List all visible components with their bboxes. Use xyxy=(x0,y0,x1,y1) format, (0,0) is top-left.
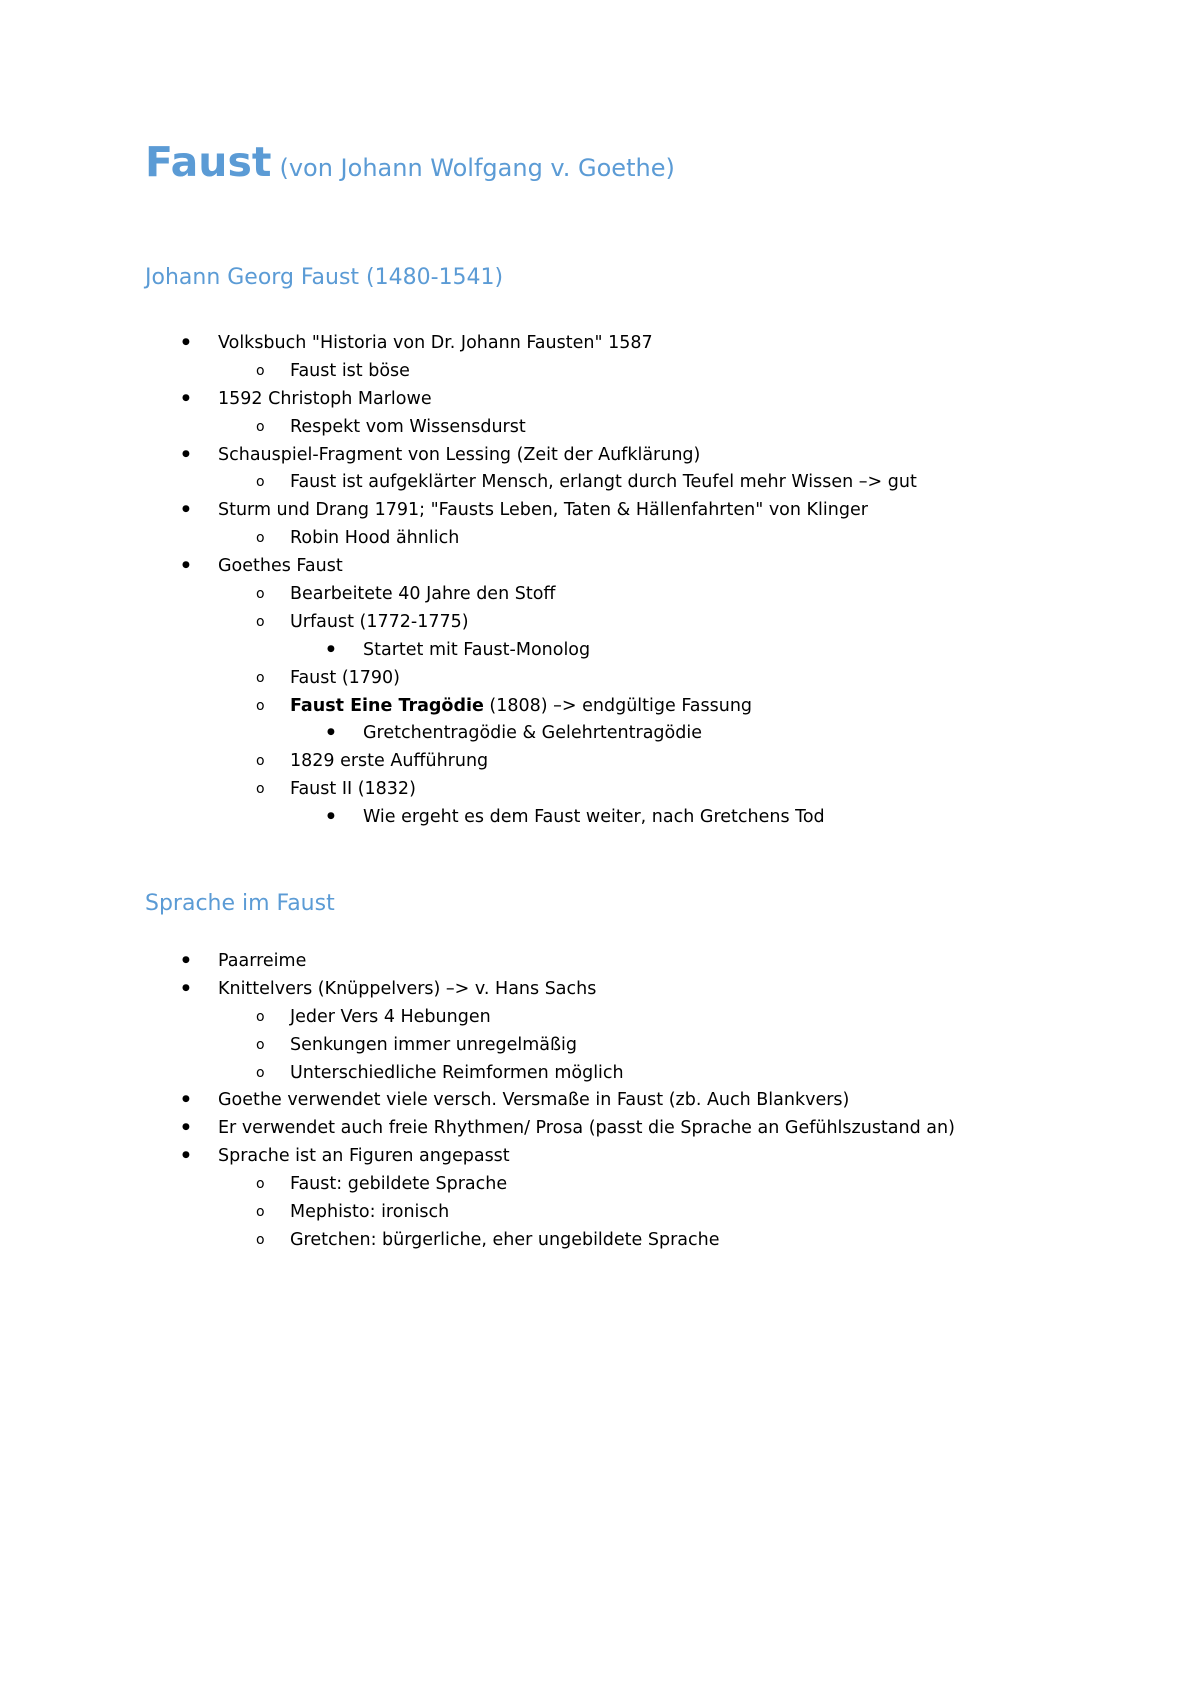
list-item-text: Jeder Vers 4 Hebungen xyxy=(290,1006,491,1027)
list-item-text: 1829 erste Aufführung xyxy=(290,751,489,772)
hollow-bullet-icon: o xyxy=(256,613,265,630)
bullet-icon: ● xyxy=(182,504,190,515)
bullet-icon: ● xyxy=(182,1122,190,1133)
list-item xyxy=(0,637,1200,665)
bullet-icon: ● xyxy=(182,1150,190,1161)
list-item xyxy=(0,720,1200,748)
list-item xyxy=(0,776,1200,804)
list-item-text: Faust ist böse xyxy=(290,360,410,381)
list-item xyxy=(0,469,1200,497)
list-item-text: Respekt vom Wissensdurst xyxy=(290,416,526,437)
list-item xyxy=(0,976,1200,1004)
list-item-text: Mephisto: ironisch xyxy=(290,1202,450,1223)
list-item-text: Gretchentragödie & Gelehrtentragödie xyxy=(363,723,702,744)
list-item xyxy=(0,581,1200,609)
list-item xyxy=(0,497,1200,525)
list-item xyxy=(0,948,1200,976)
bullet-icon: ● xyxy=(327,727,335,738)
hollow-bullet-icon: o xyxy=(256,418,265,435)
list-item xyxy=(0,693,1200,721)
list-item xyxy=(0,442,1200,470)
list-item xyxy=(0,553,1200,581)
list-item-text: Startet mit Faust-Monolog xyxy=(363,639,591,660)
list-item xyxy=(0,1087,1200,1115)
list-item-text: Urfaust (1772-1775) xyxy=(290,611,469,632)
bullet-icon: ● xyxy=(182,982,190,993)
section-heading-sprache-im-faust: Sprache im Faust xyxy=(145,891,335,916)
list-item-text: Sprache ist an Figuren angepasst xyxy=(218,1146,510,1167)
bullet-icon: ● xyxy=(182,337,190,347)
bullet-icon: ● xyxy=(327,811,335,822)
list-item-rest-text: (1808) –> endgültige Fassung xyxy=(483,695,753,716)
list-item xyxy=(0,525,1200,553)
list-item-text: Sturm und Drang 1791; "Fausts Leben, Taten & Hällenfahrten" von Klinger xyxy=(218,500,868,521)
hollow-bullet-icon: o xyxy=(256,474,265,491)
hollow-bullet-icon: o xyxy=(256,1008,265,1025)
list-item xyxy=(0,1060,1200,1088)
list-item xyxy=(0,386,1200,414)
hollow-bullet-icon: o xyxy=(256,697,265,714)
list-item xyxy=(0,1143,1200,1171)
hollow-bullet-icon: o xyxy=(256,1231,265,1248)
list-item xyxy=(0,609,1200,637)
hollow-bullet-icon: o xyxy=(256,669,265,686)
document-title xyxy=(145,138,675,186)
list-item-text: Er verwendet auch freie Rhythmen/ Prosa (passt die Sprache an Gefühlszustand an) xyxy=(218,1118,955,1139)
list-item-bold-text: Faust Eine Tragödie xyxy=(290,695,484,716)
bullet-list-sprache-im-faust xyxy=(0,948,1200,1255)
hollow-bullet-icon: o xyxy=(256,530,265,547)
hollow-bullet-icon: o xyxy=(256,1176,265,1193)
list-item-text: Knittelvers (Knüppelvers) –> v. Hans Sachs xyxy=(218,978,597,999)
list-item-text: Faust II (1832) xyxy=(290,779,416,800)
list-item-text: Schauspiel-Fragment von Lessing (Zeit der Aufklärung) xyxy=(218,444,701,465)
hollow-bullet-icon: o xyxy=(256,1036,265,1053)
list-item xyxy=(0,748,1200,776)
list-item xyxy=(0,414,1200,442)
list-item-text: Gretchen: bürgerliche, eher ungebildete Sprache xyxy=(290,1229,720,1250)
hollow-bullet-icon: o xyxy=(256,362,265,379)
list-item xyxy=(0,1227,1200,1255)
hollow-bullet-icon: o xyxy=(256,781,265,798)
list-item xyxy=(0,1115,1200,1143)
list-item-text: Goethe verwendet viele versch. Versmaße in Faust (zb. Auch Blankvers) xyxy=(218,1090,850,1111)
bullet-icon: ● xyxy=(182,448,190,459)
bullet-icon: ● xyxy=(182,955,190,965)
list-item-text: Faust: gebildete Sprache xyxy=(290,1174,508,1195)
hollow-bullet-icon: o xyxy=(256,1064,265,1081)
list-item-text: Goethes Faust xyxy=(218,556,343,577)
list-item-text: Senkungen immer unregelmäßig xyxy=(290,1034,578,1055)
title-main: Faust xyxy=(145,138,272,186)
list-item xyxy=(0,804,1200,832)
bullet-icon: ● xyxy=(182,560,190,571)
list-item xyxy=(0,330,1200,358)
bullet-list-johann-georg-faust xyxy=(0,330,1200,832)
list-item-text: Wie ergeht es dem Faust weiter, nach Gretchens Tod xyxy=(363,807,825,828)
list-item xyxy=(0,1004,1200,1032)
section-heading-johann-georg-faust: Johann Georg Faust (1480-1541) xyxy=(145,265,504,290)
list-item xyxy=(0,1199,1200,1227)
title-subtitle: (von Johann Wolfgang v. Goethe) xyxy=(279,154,675,182)
hollow-bullet-icon: o xyxy=(256,753,265,770)
list-item xyxy=(0,1171,1200,1199)
bullet-icon: ● xyxy=(182,1094,190,1105)
hollow-bullet-icon: o xyxy=(256,1204,265,1221)
list-item-text: Faust ist aufgeklärter Mensch, erlangt durch Teufel mehr Wissen –> gut xyxy=(290,472,917,493)
bullet-icon: ● xyxy=(327,643,335,654)
list-item xyxy=(0,665,1200,693)
list-item-text: Faust (1790) xyxy=(290,667,401,688)
list-item-text xyxy=(290,693,752,721)
hollow-bullet-icon: o xyxy=(256,586,265,603)
list-item-text: Paarreime xyxy=(218,951,307,971)
list-item-text: 1592 Christoph Marlowe xyxy=(218,388,432,409)
list-item-text: Unterschiedliche Reimformen möglich xyxy=(290,1062,624,1083)
list-item-text: Robin Hood ähnlich xyxy=(290,528,460,549)
list-item xyxy=(0,1032,1200,1060)
bullet-icon: ● xyxy=(182,392,190,403)
list-item-text: Bearbeitete 40 Jahre den Stoff xyxy=(290,584,556,605)
list-item-text: Volksbuch "Historia von Dr. Johann Fausten" 1587 xyxy=(218,333,653,353)
list-item xyxy=(0,358,1200,386)
